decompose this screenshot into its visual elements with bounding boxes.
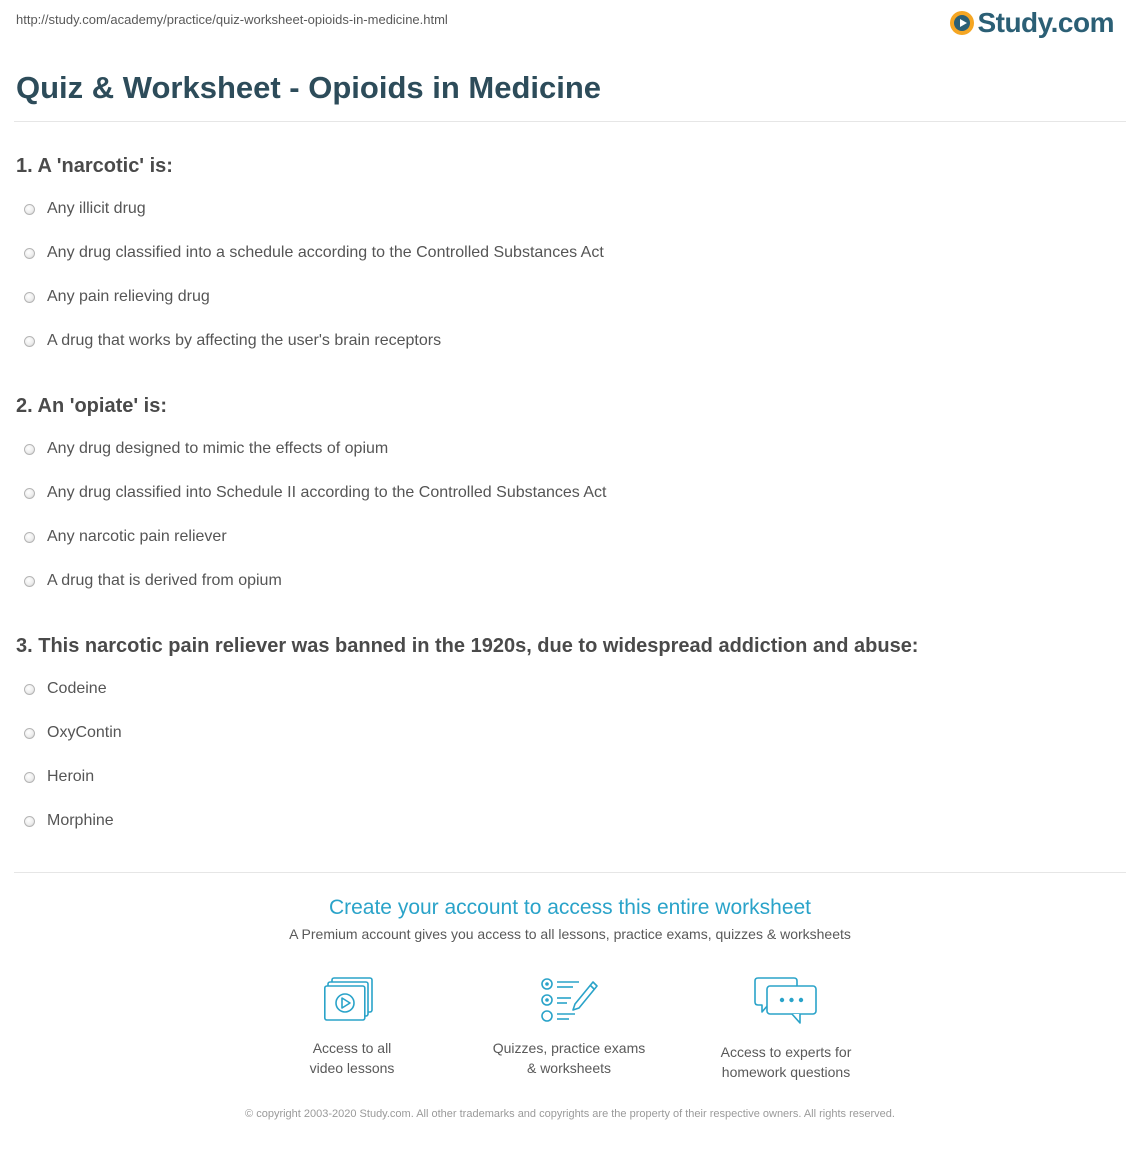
answer-label: A drug that is derived from opium: [47, 572, 282, 589]
radio-button-icon[interactable]: [24, 816, 35, 827]
feature-label: Access to all video lessons: [309, 1040, 395, 1076]
radio-button-icon[interactable]: [24, 444, 35, 455]
answer-option[interactable]: [24, 724, 122, 742]
answer-label: Any narcotic pain reliever: [47, 528, 227, 545]
chat-bubbles-icon: [754, 976, 818, 1026]
question-2-text: 2. An 'opiate' is:: [16, 395, 168, 417]
create-account-link[interactable]: Create your account to access this entire worksheet: [328, 896, 812, 919]
cta-subtitle: A Premium account gives you access to all lessons, practice exams, quizzes & worksheets: [289, 926, 851, 942]
answer-option[interactable]: [24, 200, 146, 218]
radio-button-icon[interactable]: [24, 728, 35, 739]
source-url: http://study.com/academy/practice/quiz-worksheet-opioids-in-medicine.html: [16, 12, 448, 27]
answer-label: Any illicit drug: [47, 200, 146, 217]
radio-button-icon[interactable]: [24, 576, 35, 587]
radio-button-icon[interactable]: [24, 532, 35, 543]
section-divider: [14, 872, 1126, 873]
page-title: Quiz & Worksheet - Opioids in Medicine: [16, 70, 602, 105]
radio-button-icon[interactable]: [24, 772, 35, 783]
answer-option[interactable]: [24, 440, 388, 458]
feature-label: Access to experts for homework questions: [720, 1044, 852, 1080]
answer-label: A drug that works by affecting the user's brain receptors: [47, 332, 442, 349]
radio-button-icon[interactable]: [24, 248, 35, 259]
radio-button-icon[interactable]: [24, 204, 35, 215]
question-3-text: 3. This narcotic pain reliever was banned in the 1920s, due to widespread addiction and abuse:: [16, 635, 919, 657]
question-1-text: 1. A 'narcotic' is:: [16, 155, 173, 177]
radio-button-icon[interactable]: [24, 292, 35, 303]
answer-option[interactable]: [24, 812, 114, 830]
video-lessons-icon: [324, 976, 380, 1022]
answer-option[interactable]: [24, 244, 604, 262]
radio-button-icon[interactable]: [24, 336, 35, 347]
quiz-checklist-icon: [539, 976, 599, 1022]
feature-experts: [686, 976, 886, 1082]
answer-option[interactable]: [24, 484, 606, 502]
answer-label: Any drug designed to mimic the effects of opium: [47, 440, 389, 457]
answer-option[interactable]: [24, 528, 227, 546]
radio-button-icon[interactable]: [24, 684, 35, 695]
copyright-footer: © copyright 2003-2020 Study.com. All other trademarks and copyrights are the property of their respective owners. All rights reserved.: [245, 1108, 895, 1120]
answer-label: Any pain relieving drug: [47, 288, 210, 305]
study-logo[interactable]: [950, 6, 1114, 40]
answer-option[interactable]: [24, 572, 282, 590]
title-divider: [14, 121, 1126, 122]
radio-button-icon[interactable]: [24, 488, 35, 499]
answer-option[interactable]: [24, 680, 107, 698]
feature-label: Quizzes, practice exams & worksheets: [492, 1040, 646, 1076]
answer-label: Codeine: [47, 680, 107, 697]
answer-option[interactable]: [24, 288, 210, 306]
logo-text: Study.com: [977, 7, 1114, 38]
page-header: [0, 0, 1140, 50]
feature-video-lessons: [252, 976, 452, 1078]
feature-quizzes: [469, 976, 669, 1078]
answer-label: Morphine: [47, 812, 114, 829]
answer-option[interactable]: [24, 332, 441, 350]
answer-label: Any drug classified into Schedule II according to the Controlled Substances Act: [47, 484, 607, 501]
answer-label: Heroin: [47, 768, 95, 785]
answer-label: Any drug classified into a schedule according to the Controlled Substances Act: [47, 244, 604, 261]
answer-label: OxyContin: [47, 724, 122, 741]
answer-option[interactable]: [24, 768, 94, 786]
play-circle-logo-icon: [950, 11, 974, 35]
